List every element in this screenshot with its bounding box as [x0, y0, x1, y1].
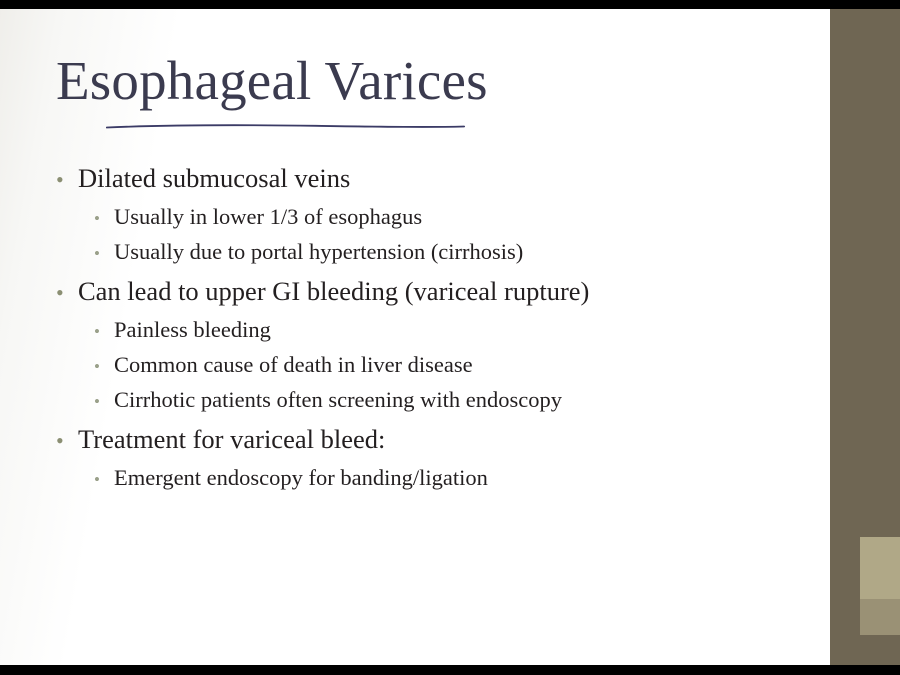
- title-underline-decoration: [106, 124, 466, 129]
- list-item: [56, 160, 796, 198]
- bullet-icon: •: [56, 167, 64, 192]
- bullet-icon: •: [56, 280, 64, 305]
- sidebar-column-bottom: [860, 635, 900, 665]
- list-item-label: Can lead to upper GI bleeding (variceal rupture): [78, 276, 590, 306]
- list-item: [56, 313, 796, 347]
- bullet-icon: •: [94, 321, 100, 341]
- bullet-icon: •: [94, 243, 100, 263]
- sidebar-column-mid-accent: [860, 599, 900, 635]
- list-item: [56, 421, 796, 459]
- list-item: [56, 461, 796, 495]
- bullet-icon: •: [94, 392, 100, 411]
- list-item: [56, 200, 796, 234]
- list-item-label: Usually in lower 1/3 of esophagus: [114, 203, 423, 229]
- bullet-icon: •: [94, 356, 100, 376]
- sidebar-column-light-accent: [860, 537, 900, 599]
- page-title: Esophageal Varices: [56, 50, 488, 111]
- decorative-sidebar: [830, 9, 900, 665]
- list-item-label: Cirrhotic patients often screening with endoscopy: [114, 387, 563, 412]
- sidebar-column-dark: [830, 9, 860, 665]
- bottom-letterbox-bar: [0, 665, 900, 675]
- list-item: [56, 383, 796, 417]
- list-item: [56, 235, 796, 269]
- sidebar-column-top: [860, 9, 900, 537]
- list-item-label: Painless bleeding: [114, 316, 271, 342]
- list-item-label: Usually due to portal hypertension (cirrhosis): [114, 238, 524, 264]
- list-item-label: Treatment for variceal bleed:: [78, 424, 386, 455]
- list-item: [56, 273, 796, 311]
- slide-content-list: [56, 160, 796, 496]
- bullet-icon: •: [94, 469, 100, 489]
- top-letterbox-bar: [0, 0, 900, 9]
- bullet-icon: •: [94, 208, 100, 228]
- list-item-label: Emergent endoscopy for banding/ligation: [114, 464, 488, 490]
- list-item-label: Dilated submucosal veins: [78, 163, 351, 193]
- bullet-icon: •: [56, 428, 64, 454]
- list-item-label: Common cause of death in liver disease: [114, 351, 473, 377]
- list-item: [56, 348, 796, 382]
